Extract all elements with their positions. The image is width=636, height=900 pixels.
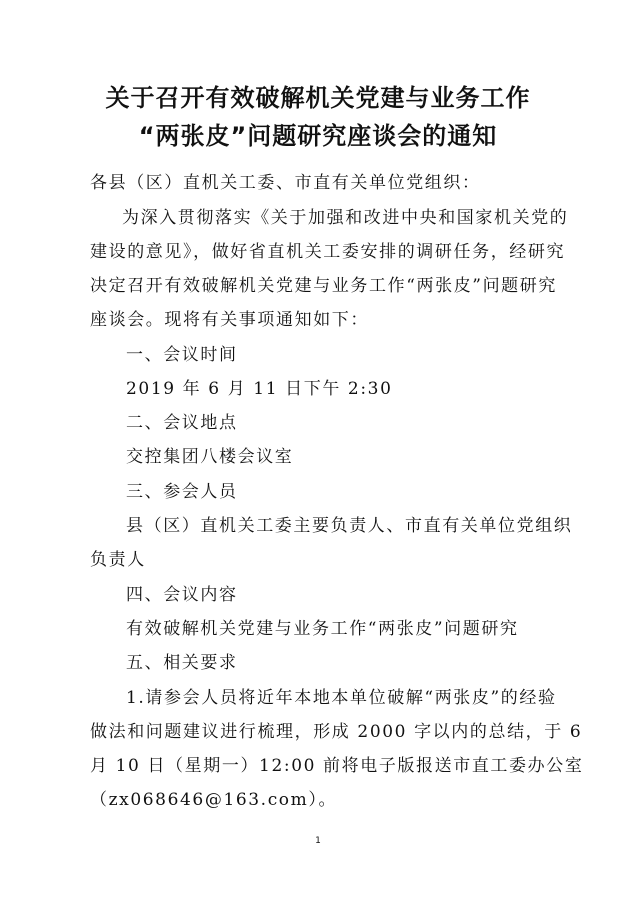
section-1-heading: 一、会议时间	[126, 345, 238, 365]
section-4-heading: 四、会议内容	[126, 585, 238, 605]
salutation: 各县（区）直机关工委、市直有关单位党组织：	[90, 173, 481, 193]
title-line-2: “两张皮”问题研究座谈会的通知	[138, 122, 498, 150]
section-5-content-line-1: 1.请参会人员将近年本地本单位破解“两张皮”的经验	[126, 688, 557, 708]
section-5-heading: 五、相关要求	[126, 653, 238, 673]
section-5-content-line-4: （zx068646@163.com）。	[90, 790, 338, 810]
section-1-content: 2019 年 6 月 11 日下午 2:30	[126, 379, 393, 399]
section-5-content-line-2: 做法和问题建议进行梳理，形成 2000 字以内的总结，于 6	[90, 722, 583, 742]
intro-line-4: 座谈会。现将有关事项通知如下：	[90, 310, 369, 330]
section-3-content-line-2: 负责人	[90, 550, 146, 570]
intro-line-2: 建设的意见》，做好省直机关工委安排的调研任务，经研究	[90, 242, 566, 262]
section-3-heading: 三、参会人员	[126, 482, 238, 502]
section-3-content-line-1: 县（区）直机关工委主要负责人、市直有关单位党组织	[126, 516, 573, 536]
section-2-heading: 二、会议地点	[126, 413, 238, 433]
page-number: 1	[315, 836, 321, 846]
section-5-content-line-3: 月 10 日（星期一）12:00 前将电子版报送市直工委办公室	[90, 756, 584, 776]
intro-line-1: 为深入贯彻落实《关于加强和改进中央和国家机关党的	[122, 208, 569, 228]
section-4-content: 有效破解机关党建与业务工作“两张皮”问题研究	[126, 619, 519, 639]
intro-line-3: 决定召开有效破解机关党建与业务工作“两张皮”问题研究	[90, 276, 557, 296]
section-2-content: 交控集团八楼会议室	[126, 447, 294, 467]
title-line-1: 关于召开有效破解机关党建与业务工作	[105, 84, 531, 112]
